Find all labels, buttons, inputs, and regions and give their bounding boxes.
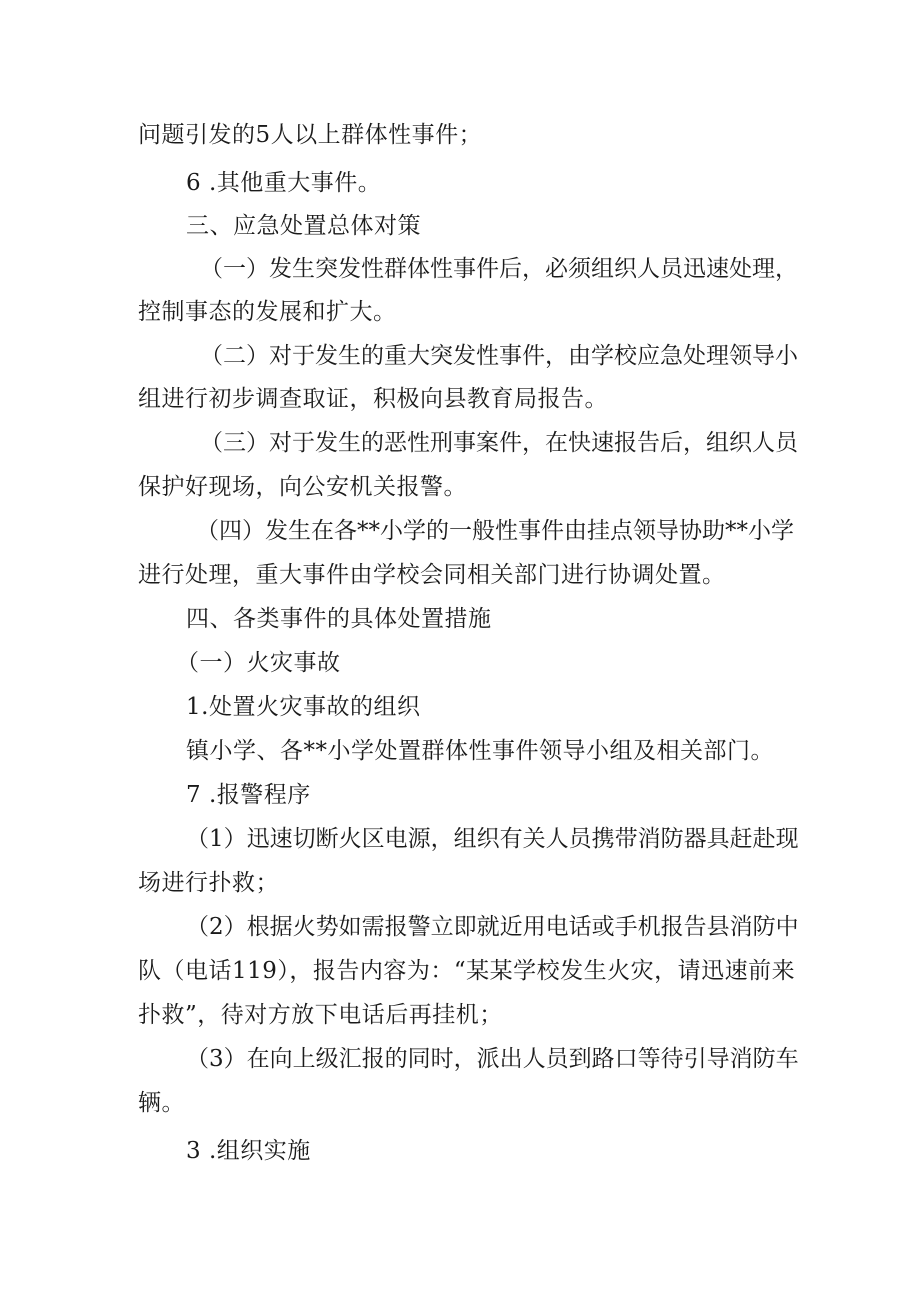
text-line: 扑救”，待对方放下电话后再挂机； [138, 1002, 503, 1028]
text-line: （四）发生在各**小学的一般性事件由挂点领导协助**小学 [196, 518, 794, 544]
section-heading: 四、各类事件的具体处置措施 [186, 606, 492, 632]
text-line: 1.处置火灾事故的组织 [186, 694, 421, 720]
text-line: （1）迅速切断火区电源，组织有关人员携带消防器具赶赴现 [186, 826, 799, 852]
text-line: （三）对于发生的恶性刑事案件，在快速报告后，组织人员 [200, 430, 798, 456]
text-line: （一）发生突发性群体性事件后，必须组织人员迅速处理， [200, 256, 798, 282]
text-line: 7 .报警程序 [186, 782, 311, 808]
text-line: 场进行扑救； [138, 870, 279, 896]
subsection-heading: （一）火灾事故 [176, 650, 341, 676]
text-line: 辆。 [138, 1090, 185, 1116]
text-line: 队（电话119），报告内容为：“某某学校发生火灾，请迅速前来 [138, 958, 796, 984]
text-line: 保护好现场，向公安机关报警。 [138, 474, 467, 500]
text-line: 组进行初步调查取证，积极向县教育局报告。 [138, 386, 608, 412]
text-line: 问题引发的5人以上群体性事件； [138, 122, 483, 148]
text-line: 控制事态的发展和扩大。 [138, 299, 397, 325]
section-heading: 三、应急处置总体对策 [186, 213, 421, 239]
text-line: （2）根据火势如需报警立即就近用电话或手机报告县消防中 [186, 914, 799, 940]
text-line: 进行处理，重大事件由学校会同相关部门进行协调处置。 [138, 562, 726, 588]
text-line: 6 .其他重大事件。 [186, 170, 382, 196]
text-line: 3 .组织实施 [186, 1138, 311, 1164]
text-line: （3）在向上级汇报的同时，派出人员到路口等待引导消防车 [186, 1046, 799, 1072]
text-line: （二）对于发生的重大突发性事件，由学校应急处理领导小 [200, 343, 798, 369]
text-line: 镇小学、各**小学处置群体性事件领导小组及相关部门。 [186, 738, 774, 764]
